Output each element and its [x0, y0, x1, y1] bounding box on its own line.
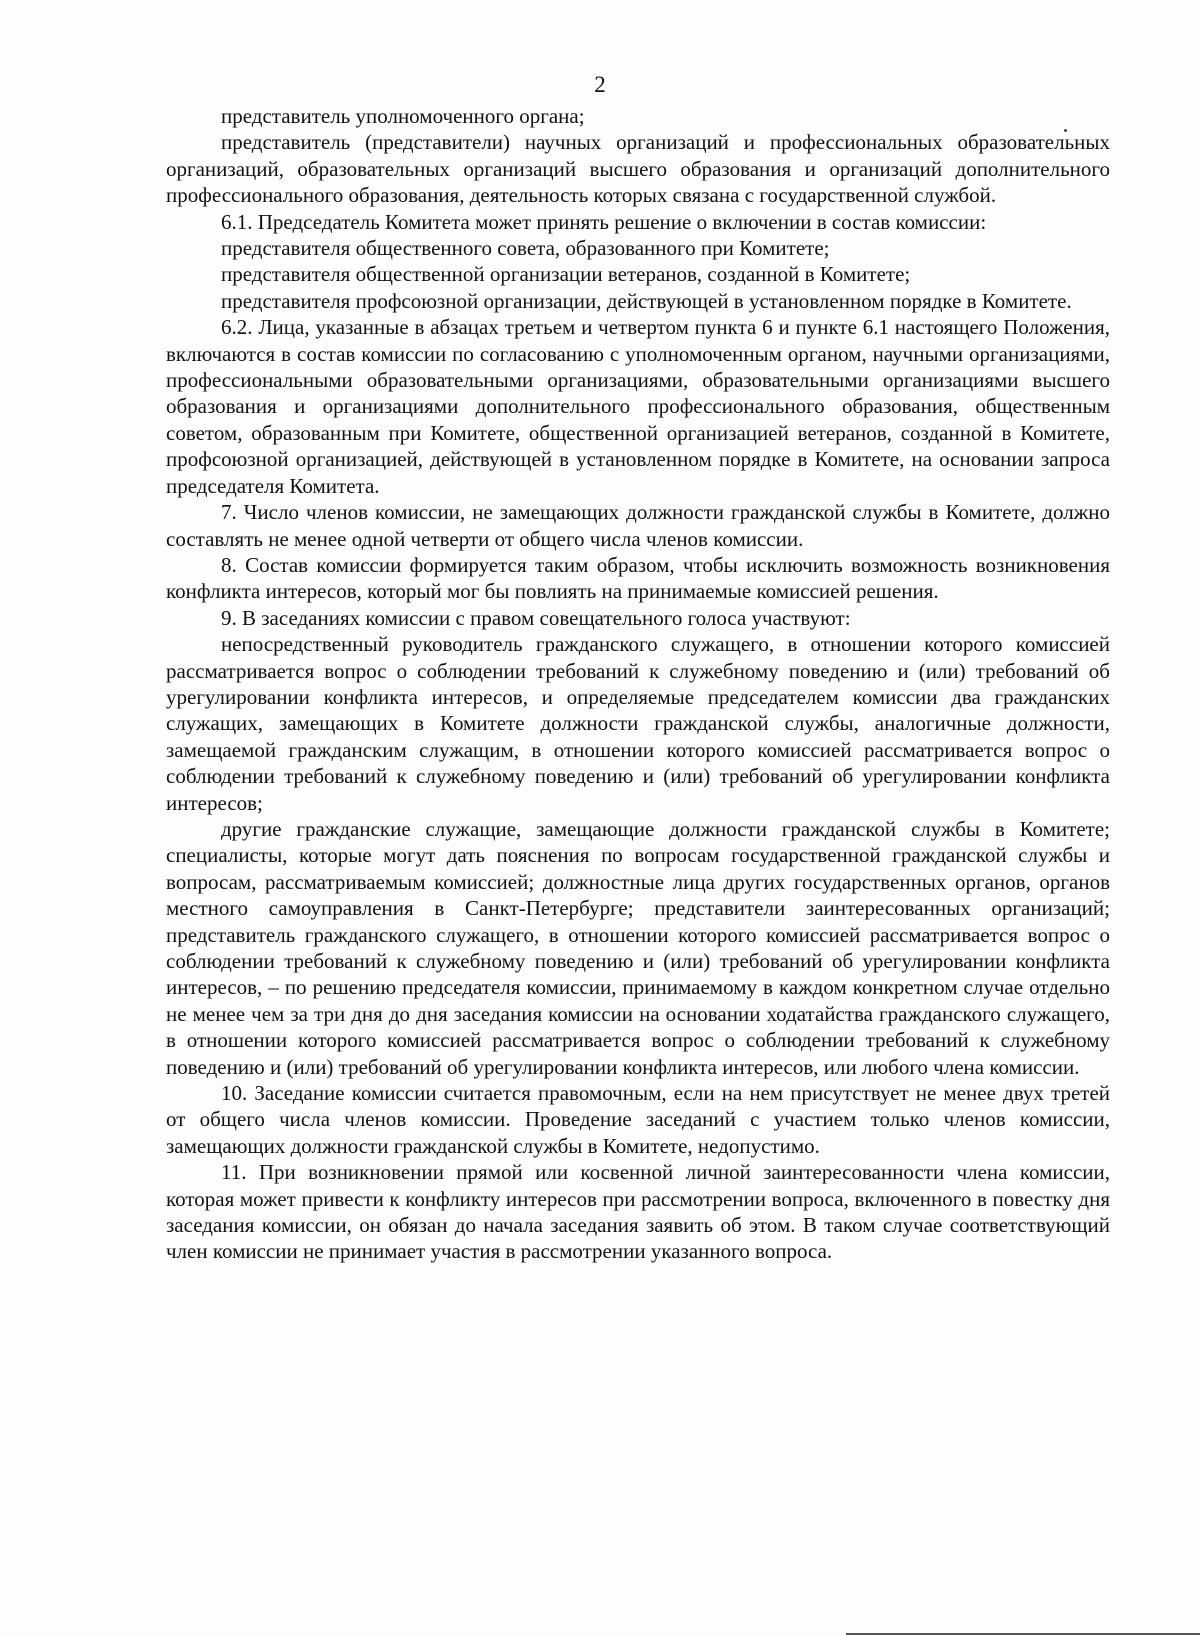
- paragraph-8: 8. Состав комиссии формируется таким образом, чтобы исключить возможность возникновения конфликта интересов, который мог бы повлиять на принимаемые комиссией решения.: [166, 552, 1110, 604]
- paragraph-education-reps: представитель (представители) научных организаций и профессиональных образовательных организаций, образовательных организаций высшего образования и организаций дополнительного профессионального образования, деятельность которых связана с государственной службой.: [166, 130, 1110, 208]
- paragraph-6-1: 6.1. Председатель Комитета может принять решение о включении в состав комиссии:: [221, 209, 987, 234]
- paragraph-9: 9. В заседаниях комиссии с правом совещательного голоса участвуют:: [221, 605, 851, 630]
- scan-edge-line: [846, 1633, 1200, 1635]
- paragraph-11: 11. При возникновении прямой или косвенной личной заинтересованности члена комиссии, которая может привести к конфликту интересов при рассмотрении вопроса, включенного в повестку дня заседания комиссии, он обязан до начала заседания заявить об этом. В таком случае соответствующий член комиссии не принимает участия в рассмотрении указанного вопроса.: [166, 1160, 1110, 1264]
- paragraph-9-supervisor: непосредственный руководитель гражданского служащего, в отношении которого комиссией рассматривается вопрос о соблюдении требований к служебному поведению и (или) требований об урегулировании конфликта интересов, и определяемые председателем комиссии два гражданских служащих, замещающих в Комитете должности гражданской службы, аналогичные должности, замещаемой гражданским служащим, в отношении которого комиссией рассматривается вопрос о соблюдении требований к служебному поведению и (или) требований об урегулировании конфликта интересов;: [166, 632, 1110, 815]
- document-body: [166, 103, 1110, 1265]
- paragraph-6-2: 6.2. Лица, указанные в абзацах третьем и четвертом пункта 6 и пункте 6.1 настоящего Положения, включаются в состав комиссии по согласованию с уполномоченным органом, научными организациями, профессиональными образовательными организациями, образовательными организациями высшего образования и организациями дополнительного профессионального образования, общественным советом, образованным при Комитете, общественной организацией ветеранов, созданной в Комитете, профсоюзной организацией, действующей в установленном порядке в Комитете, на основании запроса председателя Комитета.: [166, 315, 1110, 498]
- paragraph-7: 7. Число членов комиссии, не замещающих должности гражданской службы в Комитете, должно составлять не менее одной четверти от общего числа членов комиссии.: [166, 500, 1110, 551]
- paragraph-union-rep: представителя профсоюзной организации, действующей в установленном порядке в Комитете.: [221, 288, 1072, 313]
- paragraph-9-others: другие гражданские служащие, замещающие должности гражданской службы в Комитете; специалисты, которые могут дать пояснения по вопросам государственной гражданской службы и вопросам, рассматриваемым комиссией; должностные лица других государственных органов, органов местного самоуправления в Санкт-Петербурге; представители заинтересованных организаций; представитель гражданского служащего, в отношении которого комиссией рассматривается вопрос о соблюдении требований к служебному поведению и (или) требований об урегулировании конфликта интересов, – по решению председателя комиссии, принимаемому в каждом конкретном случае отдельно не менее чем за три дня до дня заседания комиссии на основании ходатайства гражданского служащего, в отношении которого комиссией рассматривается вопрос о соблюдении требований к служебному поведению и (или) требований об урегулировании конфликта интересов, или любого члена комиссии.: [166, 816, 1110, 1079]
- paragraph-authorized-body-rep: представитель уполномоченного органа;: [221, 104, 585, 128]
- paragraph-veterans-rep: представителя общественной организации ветеранов, созданной в Комитете;: [221, 262, 911, 287]
- page-number: 2: [594, 72, 606, 97]
- paragraph-public-council-rep: представителя общественного совета, образованного при Комитете;: [221, 236, 830, 261]
- paragraph-10: 10. Заседание комиссии считается правомочным, если на нем присутствует не менее двух третей от общего числа членов комиссии. Проведение заседаний с участием только членов комиссии, замещающих должности гражданской службы в Комитете, недопустимо.: [166, 1081, 1110, 1158]
